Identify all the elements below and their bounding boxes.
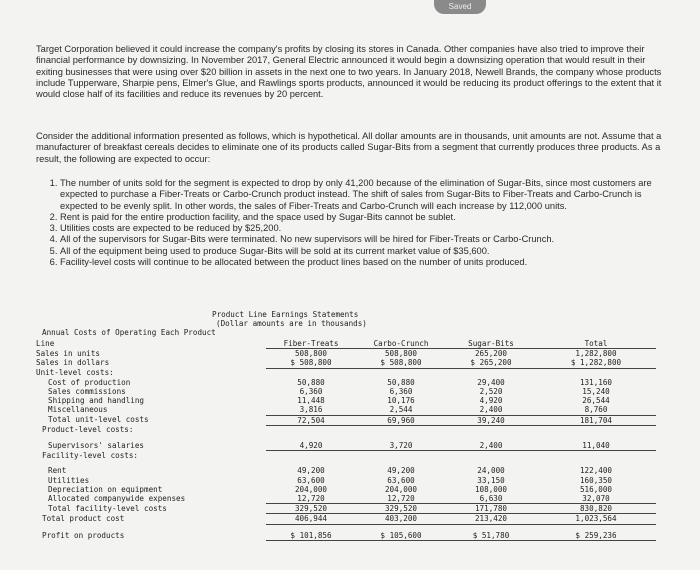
value-cell: 122,400	[579, 466, 612, 476]
value-cell: 4,920	[479, 396, 503, 406]
value-cell: 3,816	[266, 405, 356, 415]
row-label: Unit-level costs:	[36, 368, 114, 378]
value-cell	[446, 425, 536, 435]
table-header-row	[36, 339, 656, 349]
value-cell: 26,544	[582, 396, 610, 406]
value-cell: 329,520	[266, 504, 356, 514]
list-item: 6. Facility-level costs will continue to be allocated between the product lines based on the number of units produced.	[60, 257, 680, 268]
table-row	[36, 368, 656, 378]
value-cell	[266, 425, 356, 435]
value-cell: $ 259,236	[536, 531, 656, 541]
table-row	[36, 405, 656, 415]
value-cell: $ 51,780	[446, 531, 536, 541]
table-row	[36, 476, 656, 485]
table-row	[36, 349, 656, 359]
value-cell	[266, 451, 356, 461]
value-cell: 39,240	[446, 415, 536, 425]
value-cell: $ 508,800	[266, 358, 356, 368]
value-cell: 63,600	[297, 475, 325, 485]
value-cell: 6,630	[446, 494, 536, 504]
row-label: Product-level costs:	[42, 425, 134, 435]
value-cell: 131,160	[579, 377, 612, 387]
table-row	[36, 485, 656, 494]
value-cell	[446, 368, 536, 378]
value-cell: 1,282,800	[575, 349, 617, 359]
table-row	[36, 514, 656, 524]
value-cell: 204,000	[384, 484, 417, 494]
value-cell: $ 265,200	[446, 358, 536, 368]
value-cell: 6,360	[389, 387, 413, 396]
column-header: Sugar-Bits	[446, 339, 536, 349]
value-cell: 2,400	[446, 441, 536, 451]
value-cell: 12,720	[266, 494, 356, 504]
value-cell: 72,504	[266, 415, 356, 425]
table-row	[36, 504, 656, 514]
row-label: Miscellaneous	[48, 405, 108, 415]
value-cell: $ 508,800	[356, 358, 446, 368]
table-row	[36, 396, 656, 405]
value-cell: 204,000	[294, 484, 327, 494]
value-cell: 265,200	[474, 349, 507, 359]
row-label: Allocated companywide expenses	[48, 494, 186, 503]
value-cell	[356, 368, 446, 378]
table-row	[36, 494, 656, 504]
value-cell: 15,240	[582, 387, 610, 396]
expected-changes-list	[46, 178, 680, 268]
table-row	[36, 425, 656, 435]
value-cell	[356, 451, 446, 461]
table-row	[36, 378, 656, 387]
column-header: Line	[36, 339, 55, 348]
value-cell: 1,023,564	[536, 514, 656, 524]
row-label: Shipping and handling	[48, 396, 145, 406]
row-label: Profit on products	[42, 530, 125, 540]
value-cell: 49,200	[297, 466, 325, 476]
table-row	[36, 466, 656, 475]
value-cell	[356, 425, 446, 435]
value-cell: $ 1,282,800	[536, 358, 656, 368]
value-cell: 32,070	[536, 494, 656, 504]
list-item: 3. Utilities costs are expected to be reduced by $25,200.	[60, 223, 680, 234]
column-header: Fiber-Treats	[266, 339, 356, 349]
row-label: Sales in dollars	[36, 358, 110, 368]
row-label: Facility-level costs:	[42, 450, 139, 460]
value-cell: $ 101,856	[266, 531, 356, 541]
row-label: Depreciation on equipment	[48, 484, 163, 494]
list-item: 5. All of the equipment being used to produce Sugar-Bits will be sold at its current market value of $35,600.	[60, 246, 680, 257]
value-cell: 50,880	[387, 377, 415, 387]
value-cell	[266, 368, 356, 378]
table-row	[36, 415, 656, 425]
row-label: Utilities	[48, 475, 90, 485]
table-row	[36, 441, 656, 451]
list-item: 1. The number of units sold for the segment is expected to drop by only 41,200 because of the elimination of Sugar-Bits, since most customers are expected to purchase a Fiber-Treats or Carbo-Crunch product instead. The shift of sales from Sugar-Bits to Fiber-Treats and Carbo-Crunch is expected to be evenly split. In other words, the sales of Fiber-Treats and Carbo-Crunch will each increase by 112,000 units.	[60, 178, 680, 212]
value-cell: 10,176	[387, 396, 415, 406]
saved-indicator: Saved	[434, 0, 486, 14]
value-cell: 6,360	[299, 387, 323, 396]
value-cell: 69,960	[356, 415, 446, 425]
value-cell: 516,000	[579, 484, 612, 494]
value-cell: 3,720	[356, 441, 446, 451]
value-cell	[536, 425, 656, 435]
table-row	[36, 358, 656, 368]
value-cell: 63,600	[387, 475, 415, 485]
table-row	[36, 451, 656, 461]
value-cell: 171,780	[446, 504, 536, 514]
value-cell: 2,544	[356, 405, 446, 415]
row-label: Total unit-level costs	[48, 415, 149, 425]
value-cell: 108,000	[474, 484, 507, 494]
value-cell: 8,760	[536, 405, 656, 415]
earnings-table	[36, 339, 656, 541]
value-cell	[446, 451, 536, 461]
value-cell: 33,150	[477, 475, 505, 485]
value-cell: 160,350	[579, 475, 612, 485]
column-header: Carbo-Crunch	[356, 339, 446, 349]
value-cell: 12,720	[356, 494, 446, 504]
row-label: Sales commissions	[48, 387, 126, 396]
table-row	[36, 531, 656, 541]
list-item: 4. All of the supervisors for Sugar-Bits were terminated. No new supervisors will be hired for Fiber-Treats or Carbo-Crunch.	[60, 234, 680, 245]
statement-header-left: Annual Costs of Operating Each Product	[42, 328, 216, 337]
row-label: Total product cost	[42, 513, 125, 523]
value-cell: 213,420	[446, 514, 536, 524]
row-label: Sales in units	[36, 348, 101, 358]
value-cell: 50,880	[297, 377, 325, 387]
column-header: Total	[536, 339, 656, 349]
value-cell: 406,944	[266, 514, 356, 524]
value-cell: 403,200	[356, 514, 446, 524]
statement-subtitle: (Dollar amounts are in thousands)	[216, 319, 367, 328]
value-cell: 4,920	[266, 441, 356, 451]
value-cell	[536, 368, 656, 378]
value-cell: 11,448	[297, 396, 325, 406]
row-label: Rent	[48, 466, 67, 476]
row-label: Cost of production	[48, 377, 131, 387]
value-cell: 830,820	[536, 504, 656, 514]
value-cell: 49,200	[387, 466, 415, 476]
value-cell: 329,520	[356, 504, 446, 514]
value-cell: 2,520	[479, 387, 503, 396]
value-cell: 29,400	[477, 377, 505, 387]
value-cell	[536, 451, 656, 461]
value-cell: 508,800	[384, 349, 417, 359]
value-cell: 508,800	[294, 349, 327, 359]
table-row	[36, 387, 656, 396]
value-cell: 2,400	[446, 405, 536, 415]
statement-title: Product Line Earnings Statements	[212, 310, 359, 319]
row-label: Supervisors' salaries	[48, 441, 145, 450]
row-label: Total facility-level costs	[48, 503, 167, 513]
value-cell: 181,704	[536, 415, 656, 425]
value-cell: $ 105,600	[356, 531, 446, 541]
value-cell: 24,000	[477, 466, 505, 476]
value-cell: 11,040	[536, 441, 656, 451]
intro-paragraph: Target Corporation believed it could increase the company's profits by closing its stores in Canada. Other companies have also tried to improve their financial performance by downsizing. In November 2017, General Electric announced it would begin a downsizing operation that would result in their exiting businesses that were using over $20 billion in assets in the next one to two years. In January 2018, Newell Brands, the company whose products include Tupperware, Sharpie pens, Elmer's Glue, and Rawlings sports products, announced it would be reducing its product offerings to the extent that it would close half of its facilities and reduce its revenues by 20 percent.	[36, 44, 662, 100]
assumptions-paragraph: Consider the additional information presented as follows, which is hypothetical. All dollar amounts are in thousands, unit amounts are not. Assume that a manufacturer of breakfast cereals decides to eliminate one of its products called Sugar-Bits from a segment that currently produces three products. As a result, the following are expected to occur:	[36, 131, 662, 164]
list-item: 2. Rent is paid for the entire production facility, and the space used by Sugar-Bits cannot be sublet.	[60, 212, 680, 223]
